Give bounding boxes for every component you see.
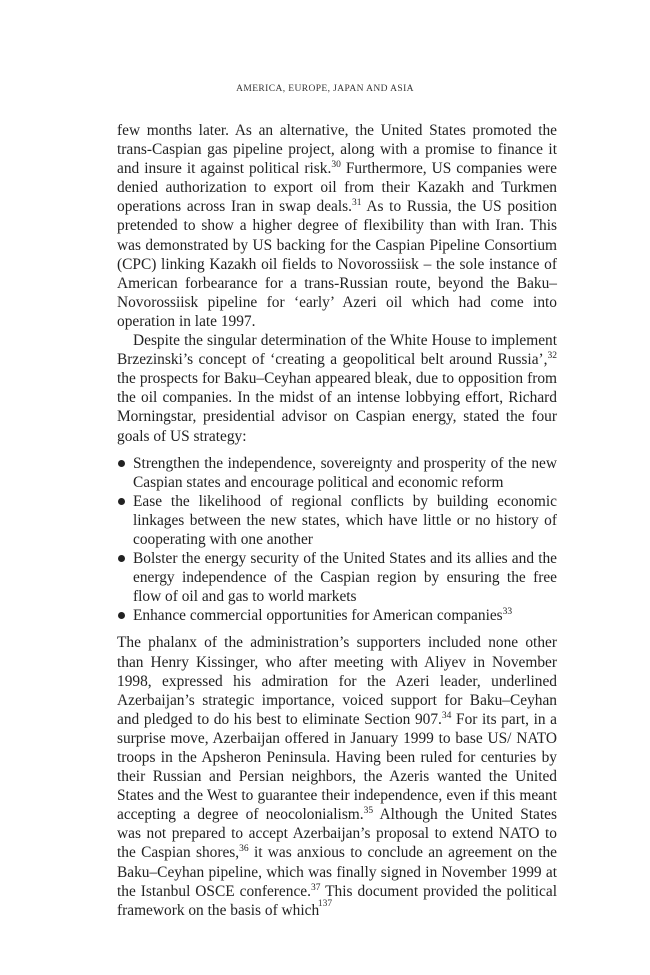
- strategy-goals-list: [117, 454, 557, 626]
- paragraph-1: few months later. As an alternative, the United States promoted the trans-Caspian gas pipeline project, along with a promise to finance it and insure it against political risk.$^{30}$ Furthermore, US companies were denied authorization to export oil from their Kazakh and Turkmen operations across Iran in swap deals.$^{31}$ As to Russia, the US position pretended to show a higher degree of flexibility than with Iran. This was demonstrated by US backing for the Caspian Pipeline Consortium (CPC) linking Kazakh oil fields to Novorossiisk – the sole instance of American forbearance for a trans-Russian route, beyond the Baku–Novorossiisk pipeline for ‘early’ Azeri oil which had come into operation in late 1997.: [117, 122, 558, 330]
- list-item: [117, 492, 557, 549]
- list-item-text: Ease the likelihood of regional conflicts by building economic linkages between the new states, which have little or no history of cooperating with one another: [133, 492, 557, 548]
- body-text: [117, 121, 557, 920]
- footnote-marker: 35: [363, 806, 374, 817]
- bullet-icon: [118, 460, 125, 467]
- bullet-icon: [118, 612, 125, 619]
- footnote-marker: 36: [239, 844, 249, 855]
- footnote-marker: 31: [352, 198, 362, 209]
- list-item-text: Enhance commercial opportunities for American companies$^{33}$: [133, 607, 513, 625]
- footnote-marker: 37: [310, 882, 321, 893]
- footnote-marker: 32: [547, 351, 557, 362]
- paragraph-2: Despite the singular determination of the White House to implement Brzezinski’s concept of ‘creating a geopolitical belt around Russia’,$^{32}$ the prospects for Baku–Ceyhan appeared bleak, due to opposition from the oil companies. In the midst of an intense lobbying effort, Richard Morningstar, presidential advisor on Caspian energy, stated the four goals of US strategy:: [117, 332, 557, 445]
- list-item: [117, 606, 557, 625]
- list-item-text: Bolster the energy security of the United States and its allies and the energy independence of the Caspian region by ensuring the free flow of oil and gas to world markets: [133, 550, 557, 606]
- running-head: AMERICA, EUROPE, JAPAN AND ASIA: [236, 84, 414, 94]
- footnote-marker: 33: [502, 607, 513, 618]
- list-item: [117, 454, 557, 492]
- list-item-text: Strengthen the independence, sovereignty and prosperity of the new Caspian states and encourage political and economic reform: [133, 454, 557, 491]
- footnote-marker: 34: [441, 710, 452, 721]
- paragraph-3: The phalanx of the administration’s supporters included none other than Henry Kissinger, who after meeting with Aliyev in November 1998, expressed his admiration for the Azeri leader, underlined Azerbaijan’s strategic importance, voiced support for Baku–Ceyhan and pledged to do his best to eliminate Section 907.34 For its part, in a surprise move, Azerbaijan offered in January 1999 to base US/ NATO troops in the Apsheron Peninsula. Having been ruled for centuries by their Russian and Persian neighbors, the Azeris wanted the United States and the West to guarantee their independence, even if this meant accepting a degree of neocolonialism.$^{35}$ Although the United States was not prepared to accept Azerbaijan’s proposal to extend NATO to the Caspian shores,$^{36}$ it was anxious to conclude an agreement on the Baku–Ceyhan pipeline, which was finally signed in November 1999 at the Istanbul OSCE conference.$^{37}$ This document provided the political framework on the basis of which: [117, 634, 557, 919]
- list-item: [117, 549, 557, 606]
- bullet-icon: [118, 555, 125, 562]
- bullet-icon: [118, 498, 125, 505]
- page-number: 137: [317, 899, 333, 909]
- footnote-marker: 30: [331, 160, 341, 171]
